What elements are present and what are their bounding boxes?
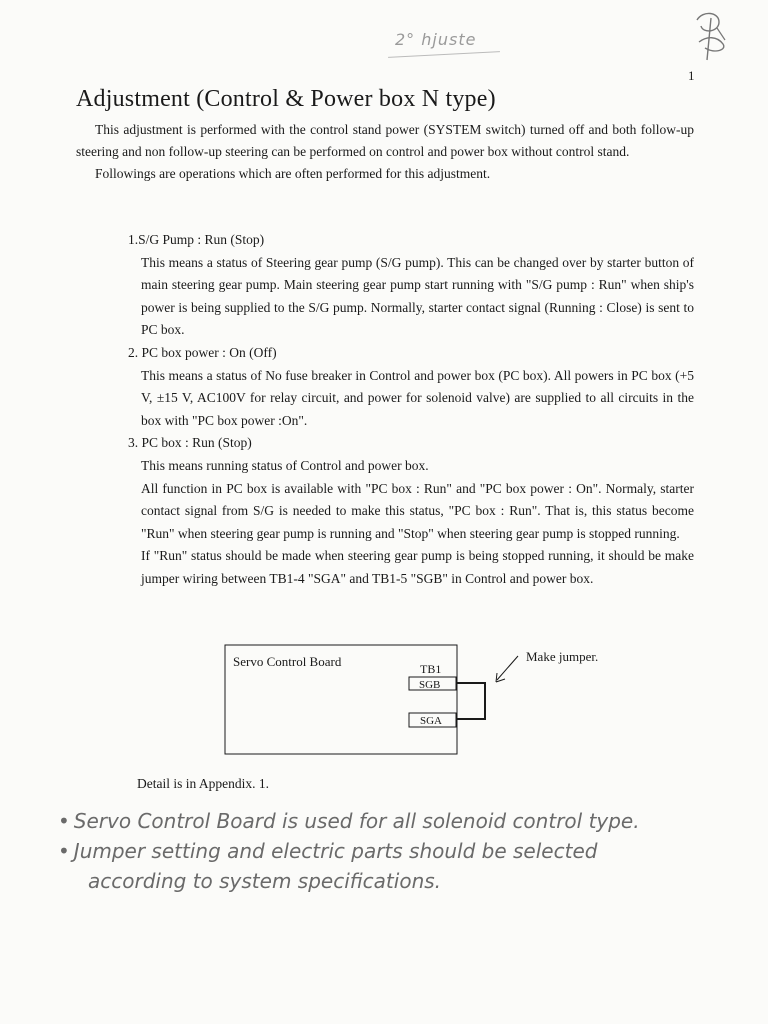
terminal-sgb-label: SGB (419, 679, 441, 691)
corner-signature-mark (685, 6, 735, 66)
annotation-label: Make jumper. (526, 649, 599, 664)
item-body: All function in PC box is available with "PC box : Run" and "PC box power : On". Normaly, starter contact signal from S/G is needed to make this status, "PC box : Run". That is, this status become "Run" when steering gear pump is running and "Stop" when steering gear pump is stopped running. (141, 480, 694, 541)
handwritten-top-note: 2° hjuste (395, 30, 477, 49)
item-body: This means a status of Steering gear pump (S/G pump). This can be changed over by starter button of main steering gear pump. Main steering gear pump start running with "S/G pump : Run" when ship's power is being supplied to the S/G pump. Normally, starter contact signal (Running : Close) is sent to PC box. (141, 254, 694, 338)
item-body: This means running status of Control and power box. (141, 457, 429, 473)
handwritten-notes (58, 806, 708, 896)
bullet-icon: • (58, 839, 70, 863)
top-note-underline (388, 51, 500, 58)
handwritten-text: according to system specifications. (88, 869, 442, 893)
page-number: 1 (688, 68, 695, 83)
handwritten-text: Servo Control Board is used for all solenoid control type. (73, 809, 640, 833)
arrow-head-icon (496, 673, 505, 682)
terminal-sgb-box (409, 677, 456, 690)
intro-paragraph: Followings are operations which are often performed for this adjustment. (95, 166, 491, 181)
annotation-arrow (497, 656, 518, 680)
item-body: This means a status of No fuse breaker in Control and power box (PC box). All powers in PC box (+5 V, ±15 V, AC100V for relay circuit, and power for solenoid valve) are supplied to all circuits in the box with "PC box power :On". (141, 367, 694, 428)
list-item (128, 229, 694, 342)
item-heading: 1.S/G Pump : Run (Stop) (128, 232, 265, 247)
handwritten-text: Jumper setting and electric parts should be selected (73, 839, 598, 863)
item-body: If "Run" status should be made when steering gear pump is being stopped running, it should be make jumper wiring between TB1-4 "SGA" and TB1-5 "SGB" in Control and power box. (141, 548, 694, 586)
item-heading: 2. PC box power : On (Off) (128, 344, 277, 360)
terminal-sga-box (409, 713, 456, 727)
intro-section (76, 119, 694, 185)
handwritten-line (58, 866, 708, 896)
operations-list (128, 229, 694, 591)
intro-paragraph: This adjustment is performed with the control stand power (SYSTEM switch) turned off and both follow-up steering and non follow-up steering can be performed on control and power box without control stand. (76, 122, 694, 159)
board-label: Servo Control Board (233, 654, 342, 669)
page-title: Adjustment (Control & Power box N type) (76, 86, 496, 112)
bullet-icon: • (58, 809, 70, 833)
terminal-sga-label: SGA (420, 715, 443, 727)
handwritten-line (58, 806, 708, 836)
item-heading: 3. PC box : Run (Stop) (128, 435, 252, 451)
terminal-block-label: TB1 (420, 662, 442, 676)
list-item (128, 342, 694, 432)
handwritten-line (58, 836, 708, 866)
appendix-note: Detail is in Appendix. 1. (137, 776, 269, 791)
jumper-wire (457, 683, 485, 719)
servo-board-box (225, 645, 457, 754)
list-item (128, 432, 694, 590)
